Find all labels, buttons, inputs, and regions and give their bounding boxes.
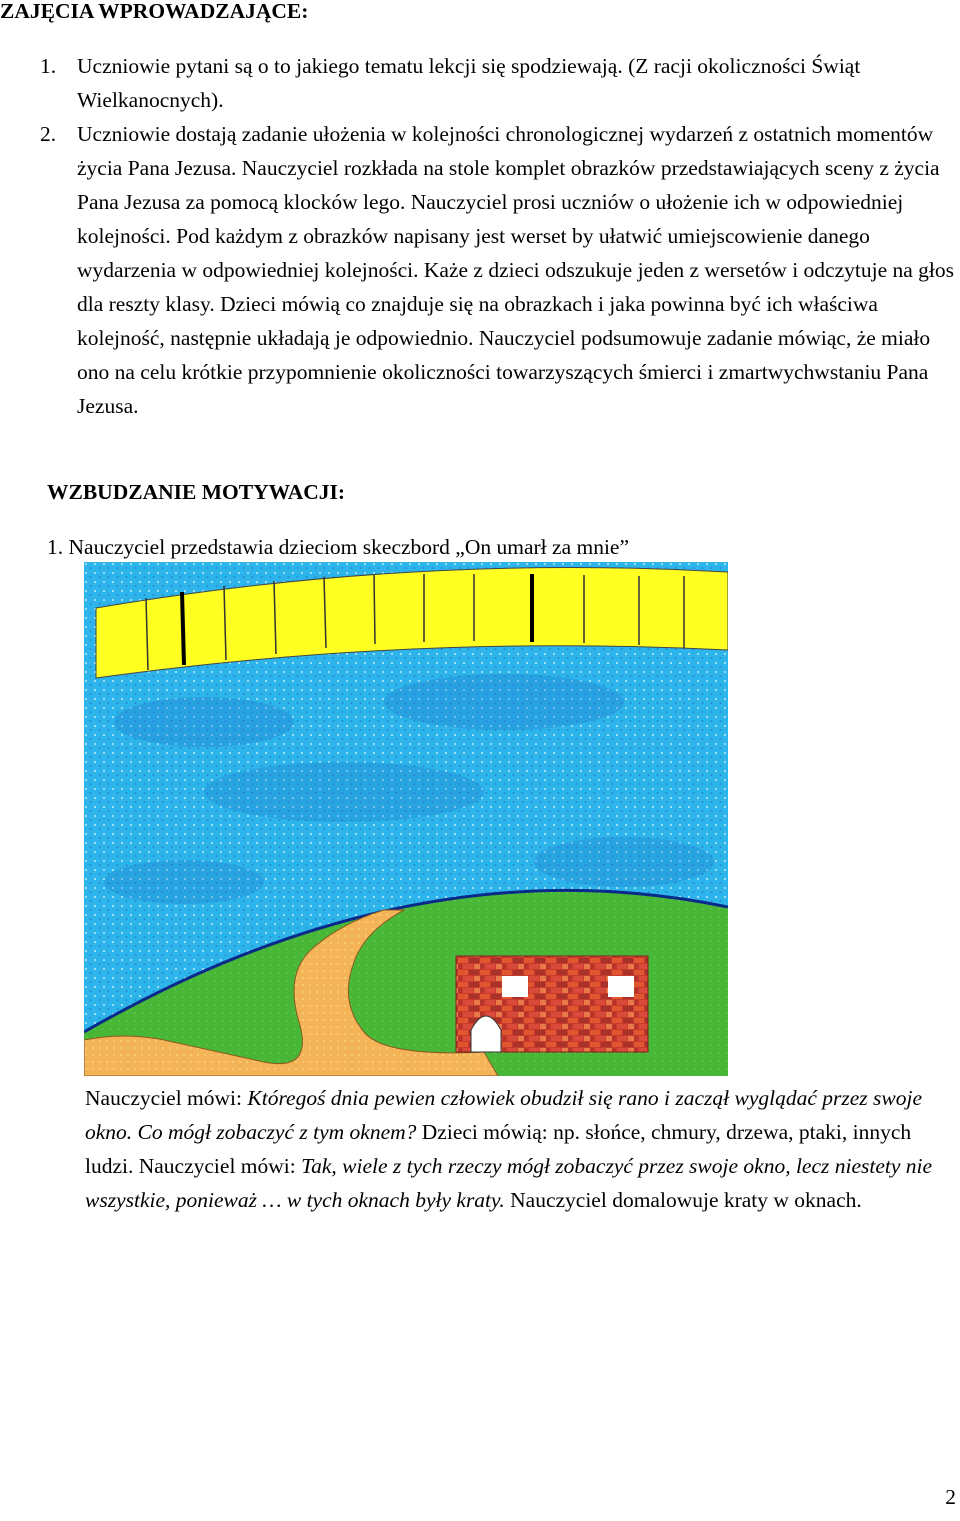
tomb-window-right (608, 976, 634, 997)
list-item-2 (40, 117, 955, 423)
dialog-text: Nauczyciel domalowuje kraty w oknach. (504, 1188, 862, 1212)
list-item-1 (40, 49, 955, 117)
section-heading-motivation: WZBUDZANIE MOTYWACJI: (47, 480, 346, 504)
section-heading-intro: ZAJĘCIA WPROWADZAJĄCE: (0, 0, 309, 23)
dialog-text: Dzieci mówią: np. słońce, chmury, drzewa, ptaki, innych ludzi. Nauczyciel mówi: (85, 1120, 912, 1178)
list-item-text: Uczniowie dostają zadanie ułożenia w kolejności chronologicznej wydarzeń z ostatnich momentów życia Pana Jezusa. Nauczyciel rozkłada na stole komplet obrazków przedstawiających sceny z życia Pana Jezusa za pomocą klocków lego. Nauczyciel prosi uczniów o ułożenie ich w odpowiedniej kolejności. Pod każdym z obrazków napisany jest werset by ułatwić umiejscowienie danego wydarzenia w odpowiedniej kolejności. Każe z dzieci odszukuje jeden z wersetów i odczytuje na głos dla reszty klasy. Dzieci mówią co znajduje się na obrazkach i jaka powinna być ich właściwa kolejność, następnie układają je odpowiednio. Nauczyciel podsumowuje zadanie mówiąc, że miało ono na celu krótkie przypomnienie okoliczności towarzyszących śmierci i zmartwychwstaniu Pana Jezusa. (77, 122, 955, 418)
dialog-text: Nauczyciel mówi: (85, 1086, 248, 1110)
dialog-quote: Któregoś dnia pewien człowiek obudził się rano i zaczął wyglądać przez swoje okno. Co mógł zobaczyć z tym oknem? (85, 1086, 923, 1144)
dialog-quote: Tak, wiele z tych rzeczy mógł zobaczyć przez swoje okno, lecz niestety nie wszystkie, ponieważ … w tych oknach były kraty. (85, 1154, 933, 1212)
page-number: 2 (945, 1485, 956, 1509)
list-item-text: Uczniowie pytani są o to jakiego tematu lekcji się spodziewają. (Z racji okoliczności Świąt Wielkanocnych). (77, 54, 861, 112)
list-number: 2. (40, 122, 57, 146)
motivation-item-1: 1. Nauczyciel przedstawia dzieciom skeczbord „On umarł za mnie” (47, 535, 630, 559)
brick-tomb (456, 956, 648, 1052)
teacher-dialog (85, 1081, 957, 1217)
list-number: 1. (40, 54, 57, 78)
tomb-window-left (502, 976, 528, 997)
sketchboard-illustration (84, 562, 728, 1076)
